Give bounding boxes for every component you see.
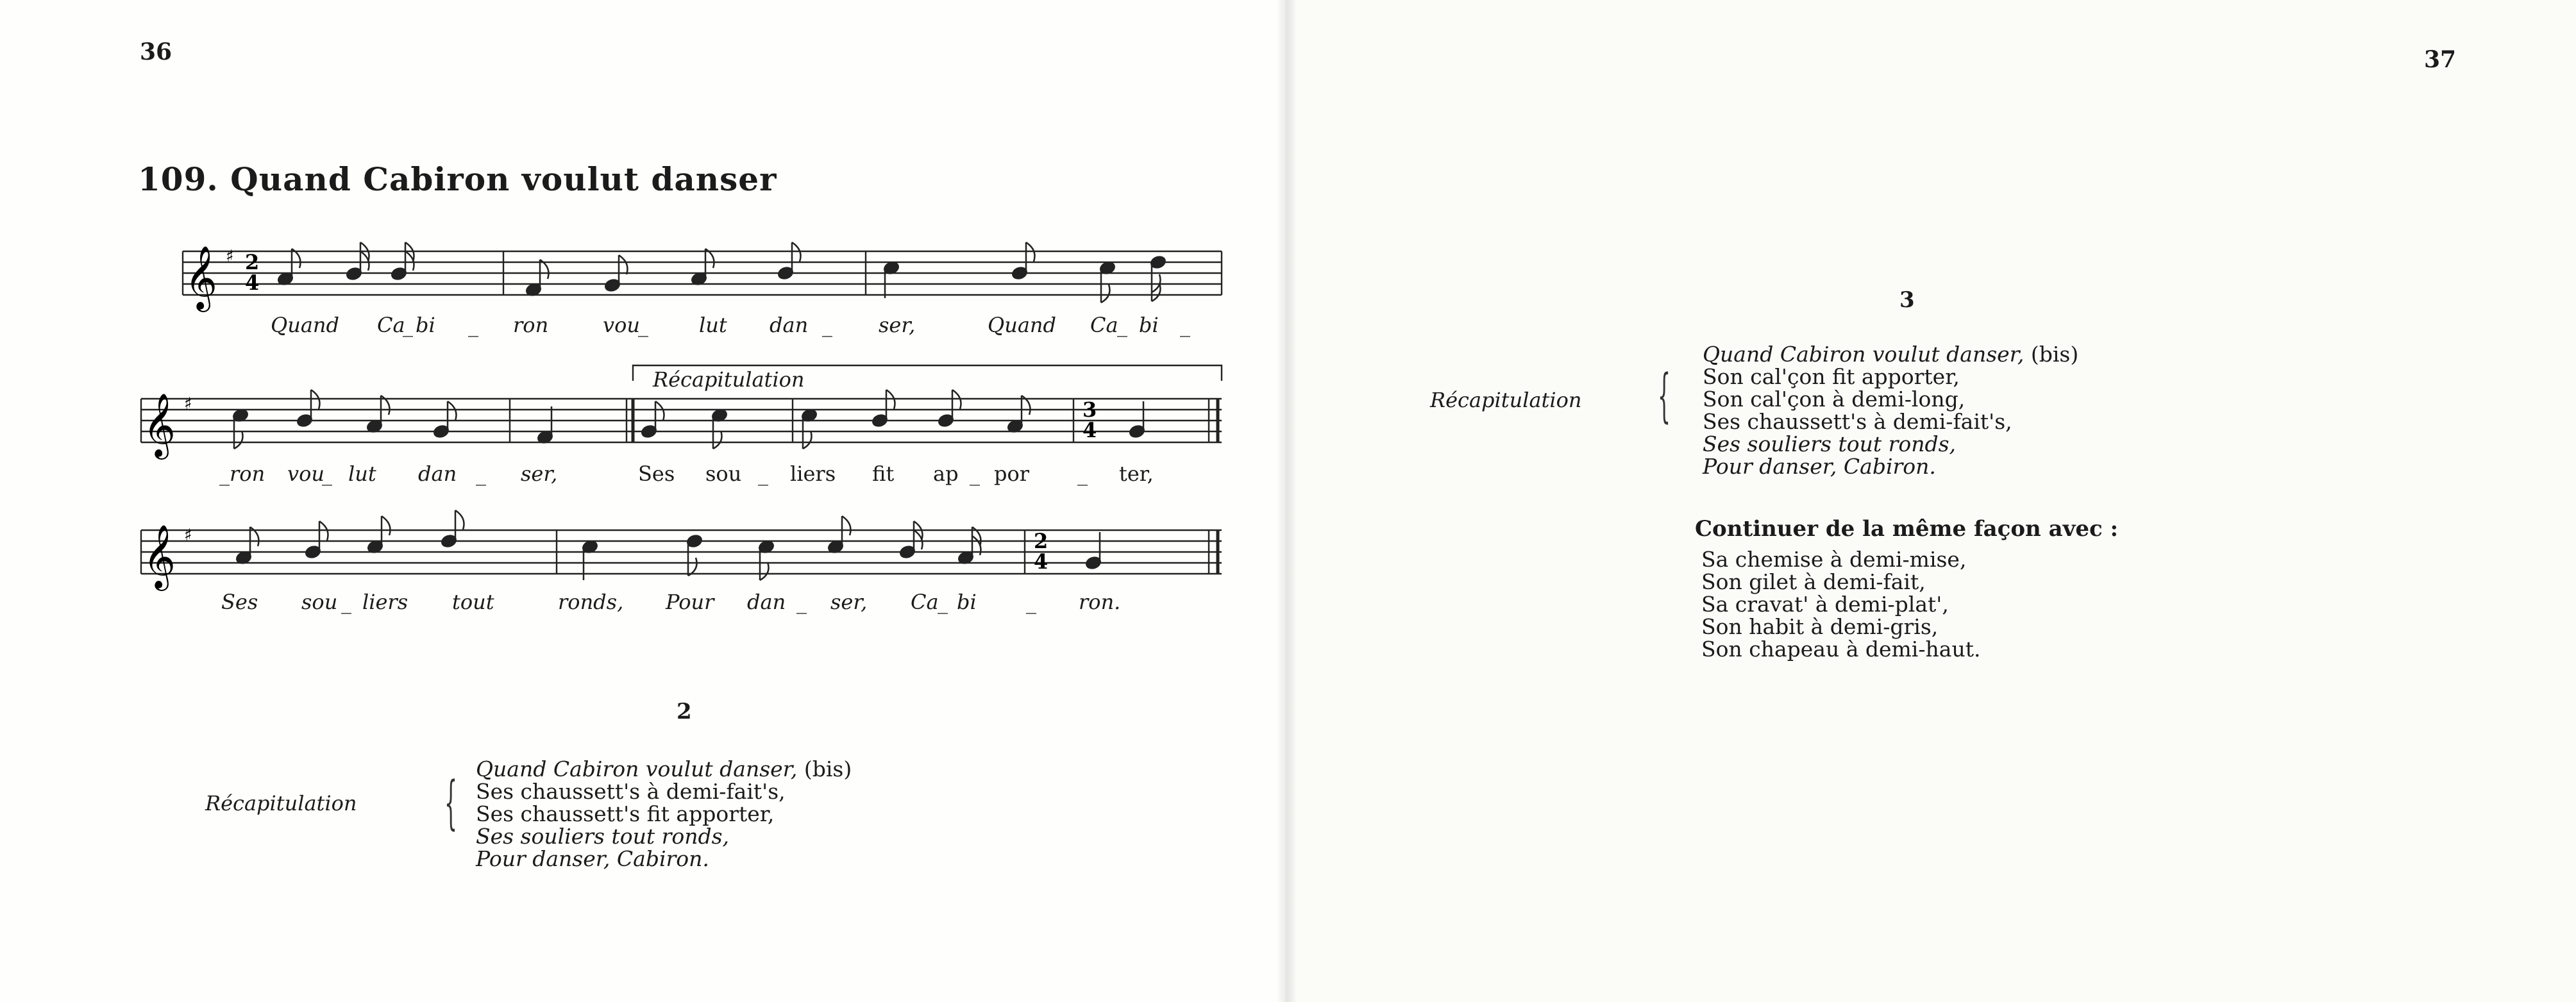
lyric-syllable: ronds, <box>558 590 624 614</box>
continue-line: Sa chemise à demi-mise, <box>1701 547 1967 572</box>
lyric-syllable: ter, <box>1119 462 1154 486</box>
verse-line: Ses chaussett's fit apporter, <box>476 801 775 826</box>
time-signature-bottom: 4 <box>1082 418 1097 442</box>
lyric-syllable: ap <box>933 462 959 486</box>
lyric-syllable: liers <box>362 590 408 614</box>
brace-icon: { <box>444 769 458 837</box>
recapitulation-label: Récapitulation <box>653 367 805 392</box>
continue-line: Sa cravat' à demi-plat', <box>1701 592 1949 617</box>
verse-line: Ses chaussett's à demi-fait's, <box>476 779 786 804</box>
continue-note: Continuer de la même façon avec : <box>1695 516 2119 542</box>
lyric-syllable: sou <box>301 590 338 614</box>
song-title: 109. Quand Cabiron voulut danser <box>138 160 777 198</box>
lyric-hyphen: _ <box>822 313 832 337</box>
lyric-syllable: Quand <box>271 313 340 337</box>
lyric-syllable: dan <box>418 462 457 486</box>
verse-block <box>476 758 852 870</box>
lyric-syllable: liers <box>790 462 836 486</box>
treble-clef-icon: 𝄞 <box>143 393 176 457</box>
lyric-syllable: vou <box>287 462 324 486</box>
lyric-hyphen: _ <box>341 590 351 614</box>
lyric-hyphen: _ <box>938 590 948 614</box>
lyric-hyphen: _ <box>322 462 332 486</box>
lyric-syllable: fit <box>872 462 895 486</box>
lyric-syllable: Ses <box>221 590 258 614</box>
key-signature-sharp-icon: ♯ <box>184 526 192 545</box>
verse-line: Pour danser, Cabiron. <box>476 846 709 871</box>
verse-number: 2 <box>677 699 692 724</box>
time-signature-top: 2 <box>1034 529 1048 553</box>
lyric-hyphen: _ <box>1180 313 1190 337</box>
verse-line: Ses souliers tout ronds, <box>476 824 730 849</box>
lyric-syllable: Ses <box>638 462 675 486</box>
lyric-syllable: bi <box>416 313 435 337</box>
recapitulation-label: Récapitulation <box>1430 388 1582 412</box>
time-signature-top: 2 <box>245 250 260 274</box>
recapitulation-label: Récapitulation <box>205 791 357 815</box>
continue-line: Son gilet à demi-fait, <box>1701 569 1926 594</box>
verse-line: Son cal'çon à demi-long, <box>1703 387 1966 412</box>
time-signature-top: 3 <box>1082 397 1097 422</box>
staff-3 <box>141 530 1222 574</box>
key-signature-sharp-icon: ♯ <box>226 247 234 266</box>
continue-line: Son chapeau à demi-haut. <box>1701 637 1981 662</box>
lyric-syllable: sou <box>705 462 742 486</box>
lyric-syllable: lut <box>699 313 727 337</box>
lyric-syllable: Ca <box>1090 313 1118 337</box>
lyric-syllable: ser, <box>521 462 558 486</box>
lyric-syllable: bi <box>1139 313 1159 337</box>
time-signature-bottom: 4 <box>245 271 260 295</box>
lyric-syllable: Quand <box>988 313 1057 337</box>
lyric-syllable: _ron <box>219 462 265 486</box>
lyric-syllable: ron <box>513 313 549 337</box>
verse-line: Quand Cabiron voulut danser, (bis) <box>1703 342 2079 367</box>
verse-line: Ses souliers tout ronds, <box>1703 431 1957 456</box>
lyric-syllable: ser, <box>830 590 868 614</box>
lyric-syllable: ron. <box>1079 590 1121 614</box>
staff-3-notes <box>235 510 1102 580</box>
lyric-syllable: Pour <box>666 590 714 614</box>
lyric-syllable: vou <box>603 313 640 337</box>
lyric-hyphen: _ <box>476 462 486 486</box>
brace-icon: { <box>1658 362 1671 430</box>
key-signature-sharp-icon: ♯ <box>184 394 192 413</box>
verse-line: Son cal'çon fit apporter, <box>1703 364 1960 389</box>
lyric-hyphen: _ <box>1077 462 1088 486</box>
treble-clef-icon: 𝄞 <box>143 524 176 589</box>
lyric-hyphen: _ <box>638 313 648 337</box>
lyric-hyphen: _ <box>403 313 413 337</box>
lyric-syllable: lut <box>348 462 376 486</box>
verse-block <box>1703 343 2078 478</box>
left-page-number: 36 <box>140 38 173 65</box>
verse-number: 3 <box>1899 287 1915 313</box>
lyric-syllable: bi <box>957 590 977 614</box>
lyric-syllable: dan <box>770 313 809 337</box>
lyric-syllable: dan <box>747 590 786 614</box>
lyric-syllable: Ca <box>911 590 939 614</box>
treble-clef-icon: 𝄞 <box>185 246 217 310</box>
continue-list <box>1701 548 1980 660</box>
lyric-syllable: tout <box>452 590 494 614</box>
lyric-hyphen: _ <box>1026 590 1036 614</box>
lyric-hyphen: _ <box>796 590 807 614</box>
verse-line: Quand Cabiron voulut danser, (bis) <box>476 756 852 781</box>
right-page <box>1283 0 2576 1002</box>
lyric-hyphen: _ <box>1117 313 1127 337</box>
lyric-syllable: ser, <box>879 313 916 337</box>
verse-line: Pour danser, Cabiron. <box>1703 454 1936 479</box>
lyric-hyphen: _ <box>468 313 478 337</box>
lyric-hyphen: _ <box>970 462 980 486</box>
lyric-syllable: por <box>994 462 1030 486</box>
right-page-number: 37 <box>2424 46 2457 73</box>
continue-line: Son habit à demi-gris, <box>1701 614 1939 639</box>
lyric-syllable: Ca <box>377 313 405 337</box>
lyric-hyphen: _ <box>758 462 768 486</box>
time-signature-bottom: 4 <box>1034 549 1048 574</box>
verse-line: Ses chaussett's à demi-fait's, <box>1703 409 2012 434</box>
